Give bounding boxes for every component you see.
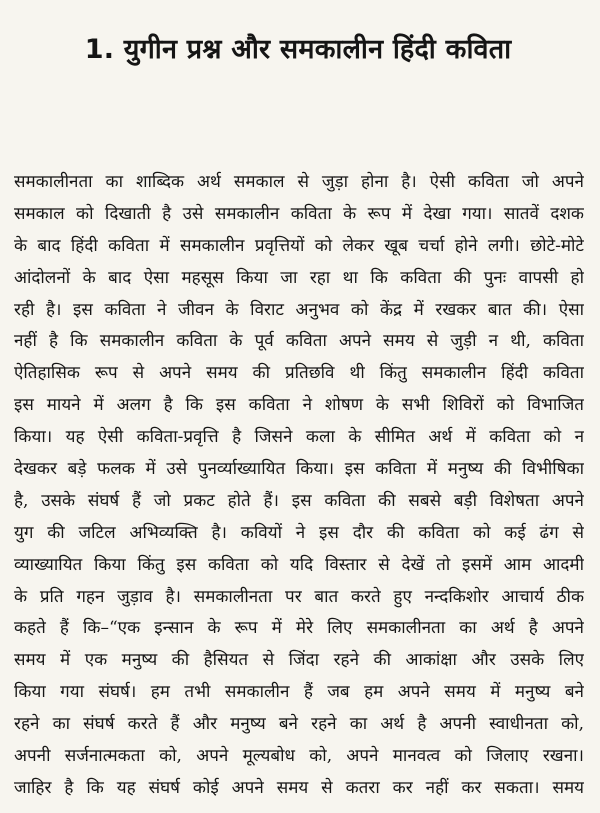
text-line: समकालीनता का शाब्दिक अर्थ समकाल से जुड़ा होना है। ऐसी कविता जो अपने bbox=[14, 172, 584, 192]
text-line: रहने का संघर्ष करते हैं और मनुष्य बने रहने का अर्थ है अपनी स्वाधीनता को, bbox=[14, 714, 584, 735]
text-line: है, उसके संघर्ष हैं जो प्रकट होते हैं। इस कविता की सबसे बड़ी विशेषता अपने bbox=[14, 490, 584, 511]
text-line: समय में एक मनुष्य की हैसियत से जिंदा रहने की आकांक्षा और उसके लिए bbox=[14, 650, 584, 671]
text-line: व्याख्यायित किया किंतु इस कविता को यदि विस्तार से देखें तो इसमें आम आदमी bbox=[14, 554, 584, 575]
text-line: जाहिर है कि यह संघर्ष कोई अपने समय से कतरा कर नहीं कर सकता। समय bbox=[14, 777, 584, 798]
text-line: इस मायने में अलग है कि इस कविता ने शोषण के सभी शिविरों को विभाजित bbox=[14, 395, 584, 416]
text-line: अपनी सर्जनात्मकता को, अपने मूल्यबोध को, अपने मानवत्व को जिलाए रखना। bbox=[14, 746, 584, 767]
text-line: के प्रति गहन जुड़ाव है। समकालीनता पर बात करते हुए नन्दकिशोर आचार्य ठीक bbox=[14, 586, 584, 607]
body-paragraph bbox=[14, 167, 584, 805]
text-line: किया। यह ऐसी कविता-प्रवृत्ति है जिसने कला के सीमित अर्थ में कविता को न bbox=[14, 427, 584, 448]
text-line: किया गया संघर्ष। हम तभी समकालीन हैं जब हम अपने समय में मनुष्य बने bbox=[14, 682, 584, 703]
text-line: रही है। इस कविता ने जीवन के विराट अनुभव को केंद्र में रखकर बात की। ऐसा bbox=[14, 299, 584, 320]
text-line: देखकर बड़े फलक में उसे पुनर्व्याख्यायित किया। इस कविता में मनुष्य की विभीषिका bbox=[14, 459, 584, 480]
text-line: आंदोलनों के बाद ऐसा महसूस किया जा रहा था कि कविता की पुनः वापसी हो bbox=[14, 267, 584, 288]
text-line: नहीं है कि समकालीन कविता के पूर्व कविता अपने समय से जुड़ी न थी, कविता bbox=[14, 331, 584, 352]
chapter-title: 1. युगीन प्रश्न और समकालीन हिंदी कविता bbox=[84, 34, 512, 65]
text-line: समकाल को दिखाती है उसे समकालीन कविता के रूप में देखा गया। सातवें दशक bbox=[14, 203, 584, 224]
text-line: कहते हैं कि–“एक इन्सान के रूप में मेरे लिए समकालीनता का अर्थ है अपने bbox=[14, 618, 584, 639]
text-line: ऐतिहासिक रूप से अपने समय की प्रतिछवि थी किंतु समकालीन हिंदी कविता bbox=[14, 363, 584, 384]
text-line: के बाद हिंदी कविता में समकालीन प्रवृत्तियों को लेकर खूब चर्चा होने लगी। छोटे-मोटे bbox=[14, 235, 584, 256]
text-line: युग की जटिल अभिव्यक्ति है। कवियों ने इस दौर की कविता को कई ढंग से bbox=[14, 522, 584, 543]
